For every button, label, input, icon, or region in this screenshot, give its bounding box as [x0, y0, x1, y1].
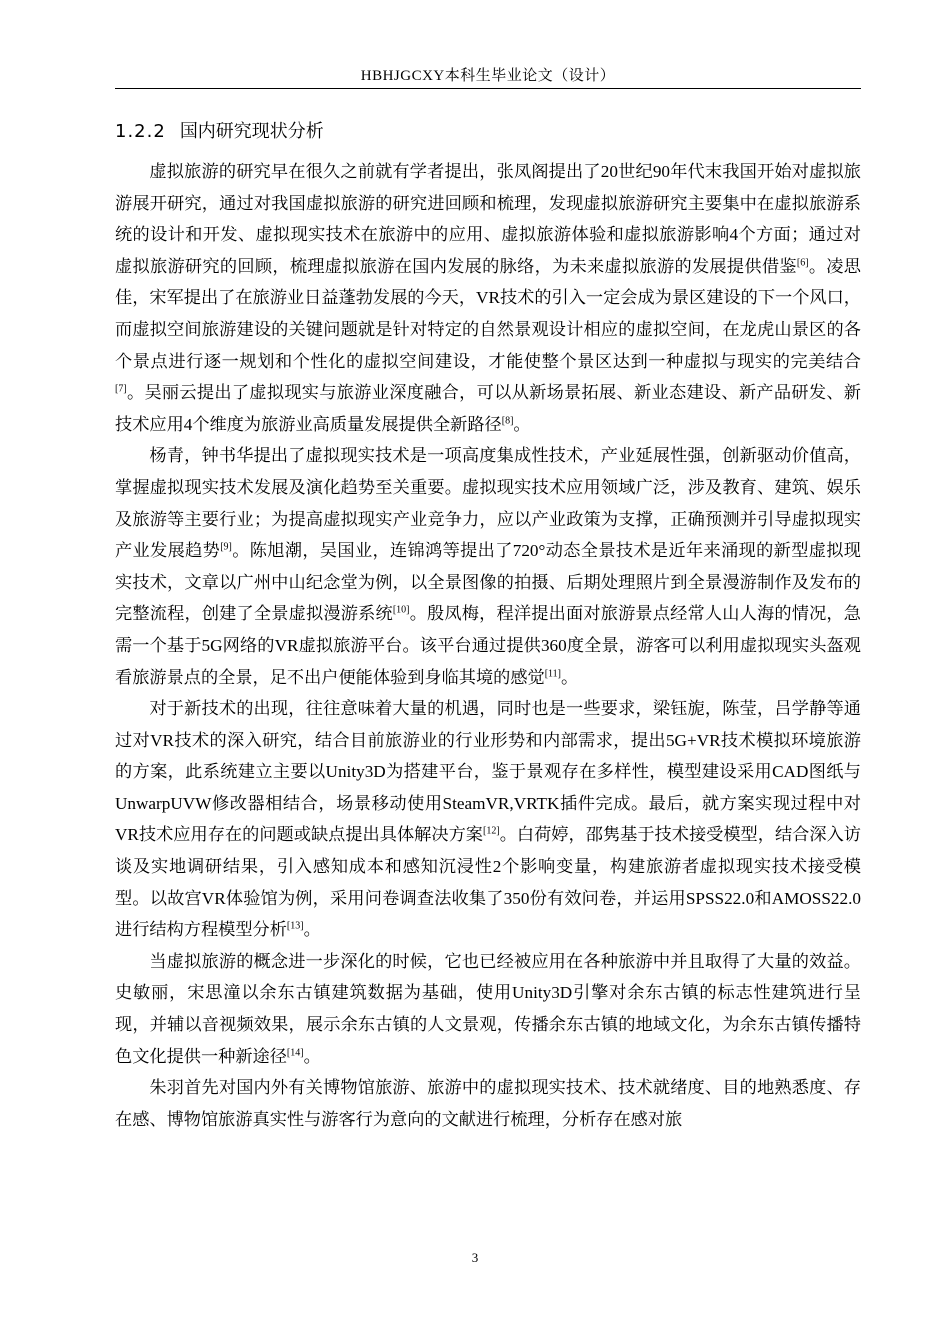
- citation-ref: [14]: [286, 1046, 304, 1058]
- paragraph-text: 当虚拟旅游的概念进一步深化的时候，它也已经被应用在各种旅游中并且取得了大量的效益。史敏丽，宋思潼以余东古镇建筑数据为基础，使用Unity3D引擎对余东古镇的标志性建筑进行呈现，并辅以音视频效果，展示余东古镇的人文景观，传播余东古镇的地域文化，为余东古镇传播特色文化提供一种新途径: [115, 951, 861, 1066]
- header-rule: [115, 88, 861, 89]
- citation-ref: [12]: [483, 825, 500, 837]
- paragraph-text: 。: [303, 1046, 321, 1066]
- paragraph-text: 。凌思佳，宋军提出了在旅游业日益蓬勃发展的今天，VR技术的引入一定会成为景区建设的下一个风口，而虚拟空间旅游建设的关键问题就是针对特定的自然景观设计相应的虚拟空间，在龙虎山景区的各个景点进行逐一规划和个性化的虚拟空间建设，才能使整个景区达到一种虚拟与现实的完美结合: [115, 256, 861, 371]
- paragraph-text: 。陈旭潮，吴国业，连锦鸿等提出了720°动态全景技术是近年来涌现的新型虚拟现实技术，文章以广州中山纪念堂为例，以全景图像的拍摄、后期处理照片到全景漫游制作及发布的完整流程，创建了全景虚拟漫游系统: [115, 541, 861, 624]
- paragraph-text: 对于新技术的出现，往往意味着大量的机遇，同时也是一些要求，梁钰旎，陈莹，吕学静等通过对VR技术的深入研究，结合目前旅游业的行业形势和内部需求，提出5G+VR技术模拟环境旅游的方案，此系统建立主要以Unity3D为搭建平台，鉴于景观存在多样性，模型建设采用CAD图纸与UnwarpUVW修改器相结合，场景移动使用SteamVR,VRTK插件完成。最后，就方案实现过程中对VR技术应用存在的问题或缺点提出具体解决方案: [115, 699, 861, 845]
- citation-ref: [7]: [115, 383, 127, 395]
- paragraph-text: 。: [561, 667, 579, 687]
- citation-ref: [10]: [392, 604, 410, 616]
- paragraph-text: 虚拟旅游的研究早在很久之前就有学者提出，张凤阁提出了20世纪90年代末我国开始对虚拟旅游展开研究，通过对我国虚拟旅游的研究进回顾和梳理，发现虚拟旅游研究主要集中在虚拟旅游系统的设计和开发、虚拟现实技术在旅游中的应用、虚拟旅游体验和虚拟旅游影响4个方面；通过对虚拟旅游研究的回顾，梳理虚拟旅游在国内发展的脉络，为未来虚拟旅游的发展提供借鉴: [115, 162, 861, 276]
- citation-ref: [6]: [796, 257, 809, 269]
- body-paragraph: [115, 693, 861, 946]
- section-number: 1.2.2: [115, 121, 166, 142]
- body-paragraph: [115, 946, 861, 1072]
- citation-ref: [9]: [220, 541, 232, 553]
- body-paragraph: [115, 440, 861, 693]
- body-text: [115, 156, 861, 1135]
- citation-ref: [11]: [544, 667, 561, 679]
- citation-ref: [8]: [501, 415, 514, 427]
- paragraph-text: 朱羽首先对国内外有关博物馆旅游、旅游中的虚拟现实技术、技术就绪度、目的地熟悉度、存在感、博物馆旅游真实性与游客行为意向的文献进行梳理，分析存在感对旅: [115, 1078, 861, 1129]
- body-paragraph: [115, 156, 861, 440]
- paragraph-text: 。: [513, 414, 531, 434]
- paragraph-text: 。殷凤梅，程洋提出面对旅游景点经常人山人海的情况，急需一个基于5G网络的VR虚拟旅游平台。该平台通过提供360度全景，游客可以利用虚拟现实头盔观看旅游景点的全景，足不出户便能体验到身临其境的感觉: [115, 604, 861, 687]
- body-paragraph: [115, 1072, 861, 1135]
- paragraph-text: 。吴丽云提出了虚拟现实与旅游业深度融合，可以从新场景拓展、新业态建设、新产品研发、新技术应用4个维度为旅游业高质量发展提供全新路径: [115, 383, 861, 434]
- page-number: 3: [471, 1250, 479, 1265]
- paragraph-text: 。: [303, 920, 321, 940]
- paragraph-text: 杨青，钟书华提出了虚拟现实技术是一项高度集成性技术，产业延展性强，创新驱动价值高，掌握虚拟现实技术发展及演化趋势至关重要。虚拟现实技术应用领域广泛，涉及教育、建筑、娱乐及旅游等主要行业；为提高虚拟现实产业竞争力，应以产业政策为支撑，正确预测并引导虚拟现实产业发展趋势: [115, 446, 861, 561]
- citation-ref: [13]: [286, 920, 304, 932]
- running-header: HBHJGCXY本科生毕业论文（设计）: [360, 68, 616, 84]
- section-title: 国内研究现状分析: [179, 121, 324, 142]
- section-heading: [115, 117, 324, 143]
- paragraph-text: 。白荷婷，邵隽基于技术接受模型，结合深入访谈及实地调研结果，引入感知成本和感知沉浸性2个影响变量，构建旅游者虚拟现实技术接受模型。以故宫VR体验馆为例，采用问卷调查法收集了350份有效问卷，并运用SPSS22.0和AMOSS22.0进行结构方程模型分析: [115, 825, 861, 940]
